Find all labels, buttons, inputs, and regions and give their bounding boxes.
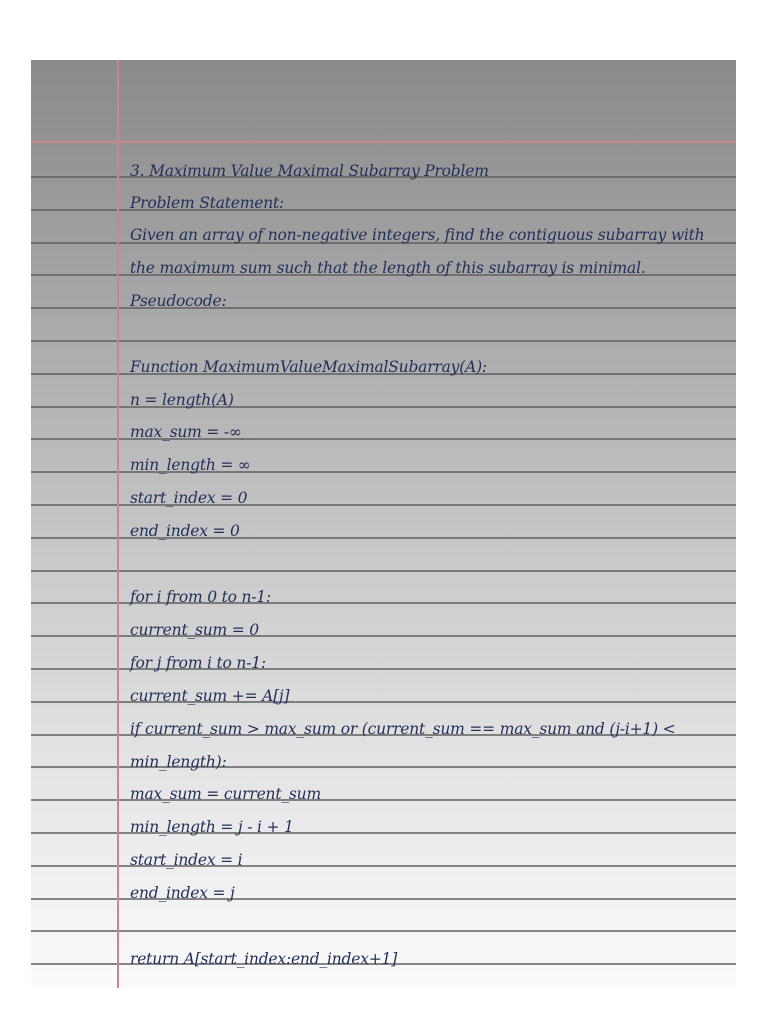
code-line: min_length = ∞ xyxy=(130,456,251,474)
code-line: current_sum = 0 xyxy=(130,621,259,639)
code-line: end_index = 0 xyxy=(130,522,240,540)
text-line: Given an array of non-negative integers, find the contiguous subarray with xyxy=(130,226,705,244)
top-margin-line xyxy=(31,141,736,143)
code-line: start_index = 0 xyxy=(130,489,248,507)
text-line: the maximum sum such that the length of this subarray is minimal. xyxy=(130,259,646,277)
notebook-page xyxy=(31,60,736,988)
code-line: for j from i to n-1: xyxy=(130,654,266,672)
code-line: min_length): xyxy=(130,753,227,771)
code-line: for i from 0 to n-1: xyxy=(130,588,271,606)
ruled-line xyxy=(31,340,736,342)
code-line: max_sum = -∞ xyxy=(130,423,242,441)
code-line: current_sum += A[j] xyxy=(130,687,290,705)
code-line: if current_sum > max_sum or (current_sum == max_sum and (j-i+1) < xyxy=(130,720,676,738)
text-line: Problem Statement: xyxy=(130,194,285,212)
text-line: Pseudocode: xyxy=(130,292,227,310)
ruled-line xyxy=(31,570,736,572)
code-line: end_index = j xyxy=(130,884,235,902)
left-margin-line xyxy=(117,60,119,988)
ruled-line xyxy=(31,930,736,932)
code-line: min_length = j - i + 1 xyxy=(130,818,294,836)
code-line: max_sum = current_sum xyxy=(130,785,321,803)
code-line: return A[start_index:end_index+1] xyxy=(130,950,398,968)
code-line: start_index = i xyxy=(130,851,243,869)
code-line: n = length(A) xyxy=(130,391,234,409)
code-line: Function MaximumValueMaximalSubarray(A): xyxy=(130,358,487,376)
heading-line: 3. Maximum Value Maximal Subarray Problem xyxy=(130,162,489,180)
